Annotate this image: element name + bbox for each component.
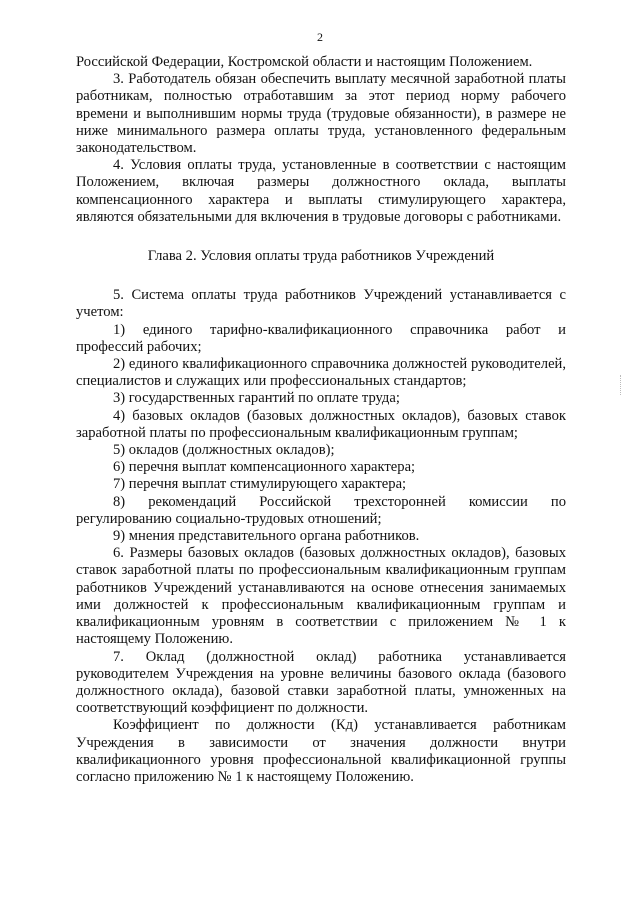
paragraph: 3. Работодатель обязан обеспечить выплату месячной заработной платы работникам, полностью отработавшим за этот период норму рабочего времени и выполнившим нормы труда (трудовые обязанности), в размере не ниже минимального размера оплаты труда, установленного федеральным законодательством. [76, 71, 566, 157]
paragraph: 5. Система оплаты труда работников Учреждений устанавливается с учетом: [76, 287, 566, 321]
paragraph: 4. Условия оплаты труда, установленные в соответствии с настоящим Положением, включая размеры должностного оклада, выплаты компенсационного характера и выплаты стимулирующего характера, являются обязательными для включения в трудовые договоры с работниками. [76, 157, 566, 225]
paragraphs-before-heading [76, 54, 566, 226]
paragraph: 1) единого тарифно-квалификационного справочника работ и профессий рабочих; [76, 321, 566, 355]
document-body [76, 54, 566, 786]
paragraph: 3) государственных гарантий по оплате труда; [113, 390, 400, 407]
scan-artifact-mark [620, 375, 622, 395]
paragraph: 7) перечня выплат стимулирующего характера; [113, 476, 407, 493]
paragraphs-after-heading [76, 287, 566, 786]
paragraph: 2) единого квалификационного справочника должностей руководителей, специалистов и служащих или профессиональных стандартов; [76, 356, 566, 390]
paragraph: 6) перечня выплат компенсационного характера; [113, 459, 416, 476]
paragraph: Российской Федерации, Костромской области и настоящим Положением. [76, 54, 533, 70]
paragraph: 9) мнения представительного органа работников. [113, 528, 420, 545]
page-number: 2 [317, 30, 323, 44]
paragraph: 4) базовых окладов (базовых должностных окладов), базовых ставок заработной платы по профессиональным квалификационным группам; [76, 407, 566, 441]
paragraph: 5) окладов (должностных окладов); [113, 442, 335, 459]
paragraph: Коэффициент по должности (Кд) устанавливается работникам Учреждения в зависимости от значения должности внутри квалификационного уровня профессиональной квалификационной группы согласно приложению № 1 к настоящему Положению. [76, 717, 566, 785]
paragraph: 8) рекомендаций Российской трехсторонней комиссии по регулированию социально-трудовых отношений; [76, 493, 566, 527]
chapter-heading: Глава 2. Условия оплаты труда работников Учреждений [147, 248, 495, 265]
paragraph: 6. Размеры базовых окладов (базовых должностных окладов), базовых ставок заработной платы по профессиональным квалификационным группам работников Учреждений устанавливаются на основе отнесения занимаемых ими должностей к профессиональным квалификационным группам и квалификационным уровням в соответствии с приложением № 1 к настоящему Положению. [76, 545, 566, 648]
paragraph: 7. Оклад (должностной оклад) работника устанавливается руководителем Учреждения на уровне величины базового оклада (базового должностного оклада), базовой ставки заработной платы, умноженных на соответствующий коэффициент по должности. [76, 648, 566, 717]
